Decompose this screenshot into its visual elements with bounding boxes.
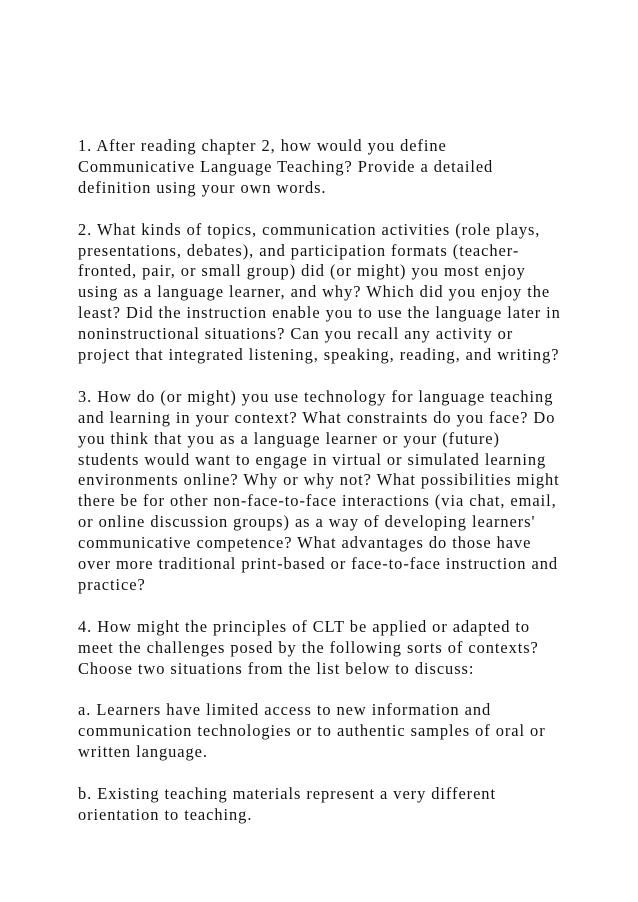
text-line: Communicative Language Teaching? Provide a detailed bbox=[78, 156, 494, 176]
text-line: communicative competence? What advantages do those have bbox=[78, 533, 532, 553]
text-line: 3. How do (or might) you use technology for language teaching bbox=[78, 386, 554, 406]
question-1 bbox=[78, 136, 623, 199]
text-line: 1. After reading chapter 2, how would you define bbox=[78, 136, 447, 155]
text-line: noninstructional situations? Can you recall any activity or bbox=[78, 324, 514, 344]
text-line: communication technologies or to authentic samples of oral or bbox=[78, 721, 546, 741]
text-line: there be for other non-face-to-face interactions (via chat, email, bbox=[78, 491, 557, 511]
document-body bbox=[78, 136, 623, 847]
text-line: 4. How might the principles of CLT be applied or adapted to bbox=[78, 616, 531, 636]
text-line: or online discussion groups) as a way of developing learners' bbox=[78, 512, 536, 532]
text-line: fronted, pair, or small group) did (or might) you most enjoy bbox=[78, 261, 526, 281]
text-line: project that integrated listening, speaking, reading, and writing? bbox=[78, 345, 560, 365]
situation-b bbox=[78, 784, 623, 826]
text-line: Choose two situations from the list below to discuss: bbox=[78, 658, 475, 678]
text-line: 2. What kinds of topics, communication activities (role plays, bbox=[78, 219, 541, 239]
text-line: definition using your own words. bbox=[78, 177, 327, 197]
text-line: students would want to engage in virtual or simulated learning bbox=[78, 449, 547, 469]
question-2 bbox=[78, 220, 623, 366]
text-line: a. Learners have limited access to new information and bbox=[78, 700, 492, 720]
question-4 bbox=[78, 617, 623, 680]
text-line: you think that you as a language learner or your (future) bbox=[78, 428, 500, 448]
text-line: least? Did the instruction enable you to use the language later in bbox=[78, 303, 561, 323]
text-line: practice? bbox=[78, 575, 146, 594]
text-line: orientation to teaching. bbox=[78, 804, 253, 824]
text-line: using as a language learner, and why? Which did you enjoy the bbox=[78, 282, 551, 302]
text-line: presentations, debates), and participation formats (teacher- bbox=[78, 240, 520, 260]
text-line: environments online? Why or why not? What possibilities might bbox=[78, 470, 560, 490]
text-line: and learning in your context? What constraints do you face? Do bbox=[78, 407, 556, 427]
text-line: written language. bbox=[78, 742, 208, 762]
text-line: meet the challenges posed by the following sorts of contexts? bbox=[78, 637, 539, 657]
situation-a bbox=[78, 700, 623, 763]
text-line: b. Existing teaching materials represent a very different bbox=[78, 784, 496, 804]
question-3 bbox=[78, 387, 623, 596]
text-line: over more traditional print-based or face-to-face instruction and bbox=[78, 554, 558, 574]
